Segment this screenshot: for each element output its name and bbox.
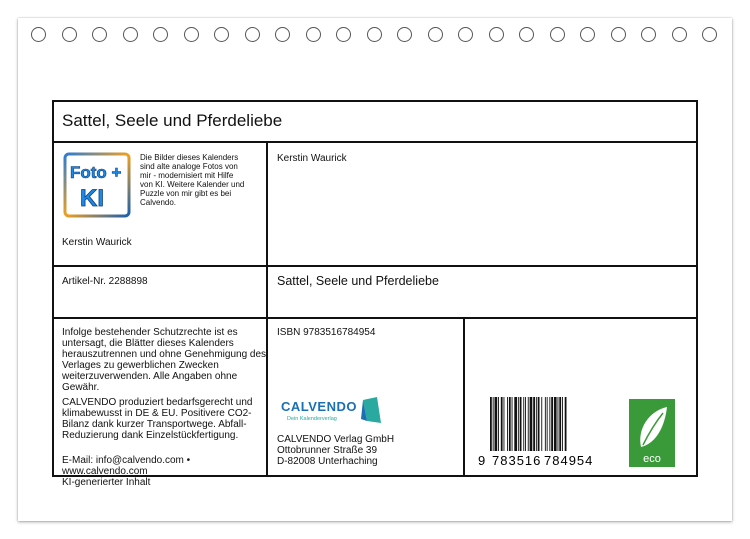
intro-text: Die Bilder dieses Kalenders sind alte analoge Fotos von mir - modernisiert mit Hilfe von KI. Weitere Kalender und Puzzle von mir gibt es bei Calvendo. — [140, 153, 245, 207]
calvendo-logo — [281, 397, 391, 427]
binding-ring — [245, 27, 260, 42]
barcode-bar — [533, 397, 535, 451]
barcode-bar — [490, 397, 492, 451]
page-title: Sattel, Seele und Pferdeliebe — [62, 111, 283, 130]
barcode-bar — [559, 397, 561, 451]
barcode-bar — [547, 397, 548, 451]
barcode-bar — [520, 397, 522, 451]
binding-ring — [519, 27, 534, 42]
barcode-bar — [545, 397, 546, 451]
binding-ring — [306, 27, 321, 42]
barcode-bar — [558, 397, 559, 451]
barcode-bar — [518, 397, 519, 451]
divider — [463, 317, 465, 477]
divider — [52, 317, 698, 319]
barcode-bar — [498, 397, 499, 451]
binding-ring — [550, 27, 565, 42]
barcode-bar — [554, 397, 557, 451]
barcode-bar — [549, 397, 550, 451]
logo-ki-text: KI — [80, 185, 104, 212]
barcode-bar — [551, 397, 553, 451]
barcode-bar — [536, 397, 537, 451]
binding-ring — [92, 27, 107, 42]
barcode-bar — [530, 397, 533, 451]
eco-production-text: CALVENDO produziert bedarfsgerecht und klimabewusst in DE & EU. Positivere CO2- Bilanz dank kurzer Transportwege. Abfall- Reduzierung dank Einzelstückfertigung. — [62, 397, 253, 441]
binding-ring — [702, 27, 717, 42]
eco-label-text: eco — [643, 453, 661, 465]
barcode-bar — [525, 397, 526, 451]
calvendo-logo-name: CALVENDO — [281, 399, 357, 414]
author-right: Kerstin Waurick — [277, 153, 347, 164]
eco-label-icon — [629, 399, 675, 467]
barcode-bar — [495, 397, 498, 451]
barcode-bar — [538, 397, 540, 451]
publisher-address: CALVENDO Verlag GmbH Ottobrunner Straße 39 D-82008 Unterhaching — [277, 434, 395, 467]
legal-text: Infolge bestehender Schutzrechte ist es untersagt, die Blätter dieses Kalenders herauszutrennen und ohne Genehmigung des Verlages zu gewerblichen Zwecken weiterzuverwenden. Alle Angaben ohne Gewähr. — [62, 327, 267, 393]
binding-ring — [214, 27, 229, 42]
barcode-bar — [504, 397, 505, 451]
subtitle-right: Sattel, Seele und Pferdeliebe — [277, 274, 439, 288]
barcode-bar — [523, 397, 524, 451]
foto-ki-logo — [62, 151, 132, 219]
logo-foto-text: Foto + — [70, 163, 122, 182]
barcode-digits-group2: 784954 — [544, 453, 594, 468]
spiral-binding — [0, 0, 750, 46]
binding-ring — [580, 27, 595, 42]
binding-ring — [275, 27, 290, 42]
barcode-bar — [562, 397, 563, 451]
binding-ring — [123, 27, 138, 42]
isbn-barcode — [478, 397, 598, 468]
binding-ring — [367, 27, 382, 42]
barcode-bar — [509, 397, 511, 451]
divider — [52, 265, 698, 267]
calvendo-logo-tagline: Dein Kalenderverlag — [287, 416, 337, 422]
binding-ring — [672, 27, 687, 42]
barcode-bar — [541, 397, 542, 451]
barcode-bar — [493, 397, 494, 451]
binding-ring — [31, 27, 46, 42]
binding-ring — [611, 27, 626, 42]
binding-ring — [428, 27, 443, 42]
binding-ring — [62, 27, 77, 42]
barcode-bar — [507, 397, 508, 451]
contact-text: E-Mail: info@calvendo.com • www.calvendo.com KI-generierter Inhalt — [62, 455, 191, 488]
barcode-bar — [512, 397, 513, 451]
author-left: Kerstin Waurick — [62, 237, 132, 248]
binding-ring — [336, 27, 351, 42]
barcode-digit-first: 9 — [478, 453, 486, 468]
barcode-bar — [565, 397, 567, 451]
binding-ring — [641, 27, 656, 42]
barcode-digits-group1: 783516 — [492, 453, 542, 468]
binding-ring — [184, 27, 199, 42]
barcode-bar — [501, 397, 503, 451]
binding-ring — [458, 27, 473, 42]
binding-ring — [153, 27, 168, 42]
barcode-bars — [490, 397, 567, 451]
barcode-bar — [528, 397, 529, 451]
isbn: ISBN 9783516784954 — [277, 327, 376, 338]
barcode-bar — [514, 397, 517, 451]
divider — [52, 141, 698, 143]
binding-ring — [397, 27, 412, 42]
article-number: Artikel-Nr. 2288898 — [62, 276, 148, 287]
binding-ring — [489, 27, 504, 42]
